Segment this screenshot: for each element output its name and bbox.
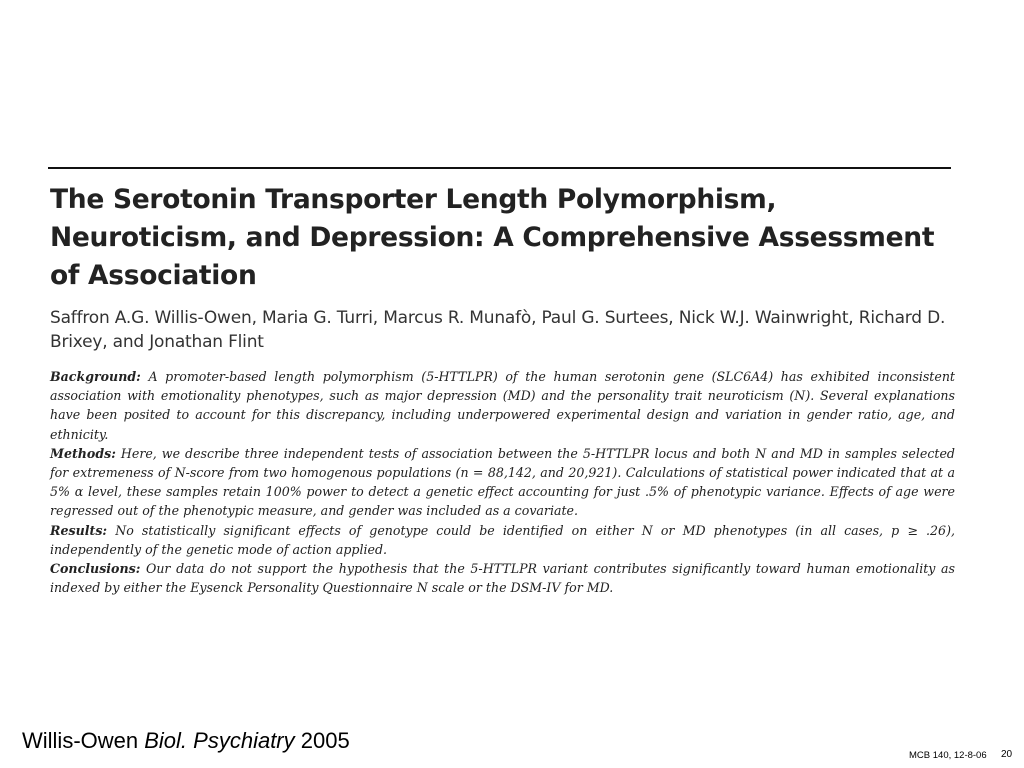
article-abstract bbox=[49, 367, 955, 597]
title-rule bbox=[48, 167, 951, 169]
slide-citation bbox=[22, 728, 350, 754]
results-text: No statistically significant effects of genotype could be identified on either N or MD phenotypes (in all cases, p ≥ .26), independently of the genetic mode of action applied. bbox=[50, 522, 955, 557]
citation-year: 2005 bbox=[300, 728, 350, 753]
conclusions-label: Conclusions: bbox=[50, 561, 141, 577]
abstract-methods bbox=[49, 444, 955, 521]
citation-journal: Biol. Psychiatry bbox=[144, 728, 295, 753]
background-text: A promoter-based length polymorphism (5-HTTLPR) of the human serotonin gene (SLC6A4) has exhibited inconsistent association with emotionality phenotypes, such as major depression (MD) and the personality trait neuroticism (N). Several explanations have been posited to account for this discrepancy, including underpowered experimental design and variation in gender ratio, age, and ethnicity. bbox=[50, 369, 955, 442]
abstract-results bbox=[49, 521, 955, 559]
results-label: Results: bbox=[50, 522, 108, 538]
article-authors: Saffron A.G. Willis-Owen, Maria G. Turri, Marcus R. Munafò, Paul G. Surtees, Nick W.J. Wainwright, Richard D. Brixey, and Jonathan Flint bbox=[50, 308, 946, 352]
abstract-conclusions bbox=[49, 559, 955, 597]
course-footer: MCB 140, 12-8-06 bbox=[909, 750, 987, 761]
page-number: 20 bbox=[1001, 749, 1013, 760]
citation-author: Willis-Owen bbox=[22, 728, 139, 753]
conclusions-text: Our data do not support the hypothesis that the 5-HTTLPR variant contributes significantly toward human emotionality as indexed by either the Eysenck Personality Questionnaire N scale or the DSM-IV for MD. bbox=[50, 561, 955, 596]
abstract-background bbox=[49, 367, 955, 444]
article-title: The Serotonin Transporter Length Polymorphism, Neuroticism, and Depression: A Comprehensive Assessment of Association bbox=[50, 184, 935, 291]
methods-text: Here, we describe three independent tests of association between the 5-HTTLPR locus and both N and MD in samples selected for extremeness of N-score from two homogenous populations (n = 88,142, and 20,921). Calculations of statistical power indicated that at a 5% α level, these samples retain 100% power to detect a genetic effect accounting for just .5% of phenotypic variance. Effects of age were regressed out of the phenotypic measure, and gender was included as a covariate. bbox=[50, 445, 955, 519]
background-label: Background: bbox=[50, 369, 141, 384]
methods-label: Methods: bbox=[50, 445, 116, 461]
